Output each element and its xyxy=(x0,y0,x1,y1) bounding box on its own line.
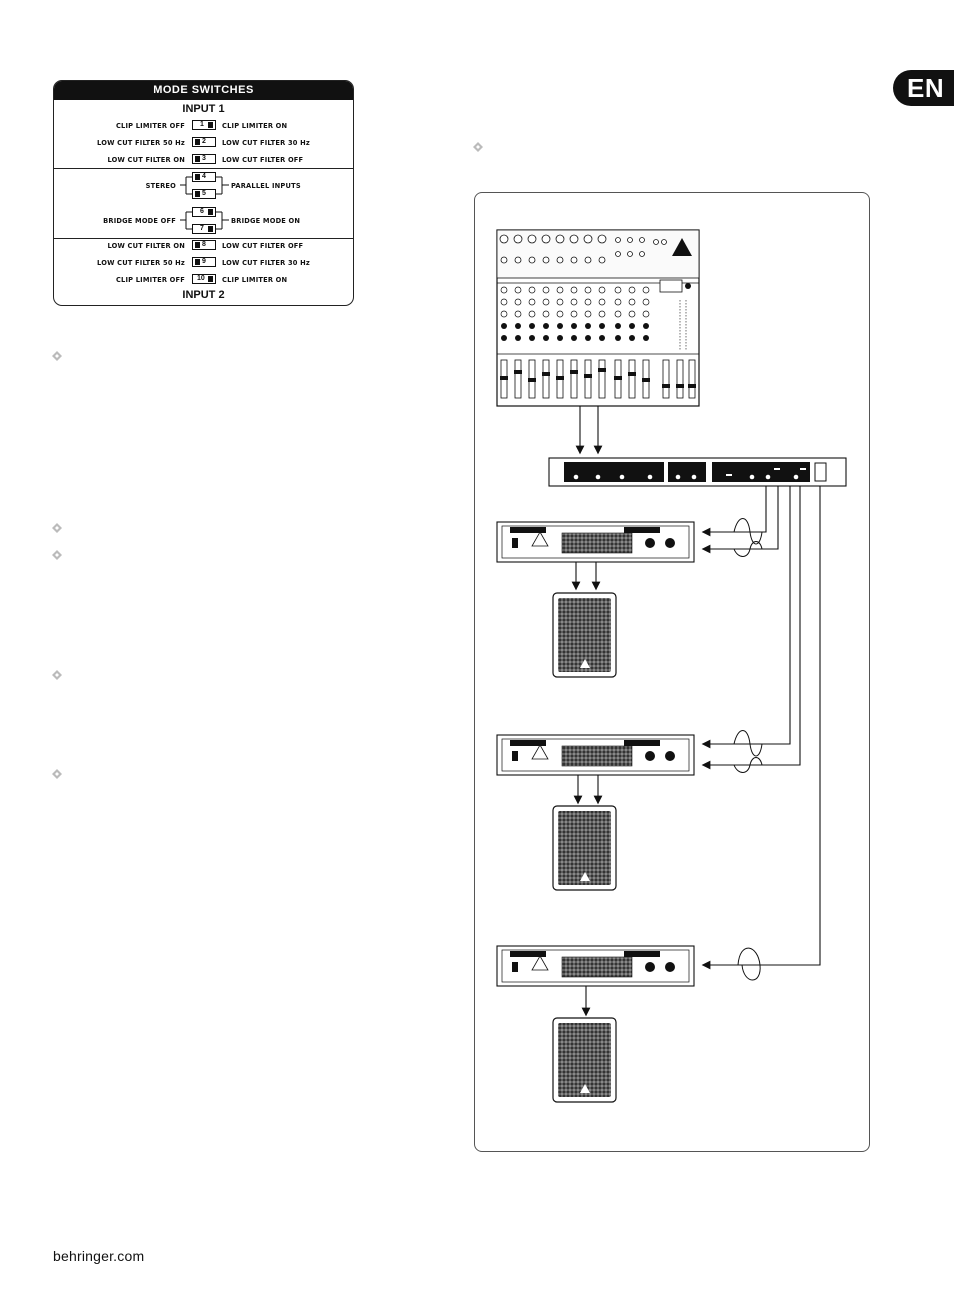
switch-number: 6 xyxy=(200,208,204,215)
switch8-right-label: LOW CUT FILTER OFF xyxy=(222,241,304,250)
input1-title: INPUT 1 xyxy=(182,103,225,115)
diamond-bullet-icon xyxy=(52,670,62,680)
stereo-label: STEREO xyxy=(145,181,176,190)
switch10-left-label: CLIP LIMITER OFF xyxy=(115,275,185,284)
diamond-bullet-icon xyxy=(52,769,62,779)
switch-number: 5 xyxy=(202,190,206,197)
input2-title: INPUT 2 xyxy=(182,289,225,301)
mode-switches-panel xyxy=(53,80,354,306)
diamond-bullet-icon xyxy=(52,351,62,361)
switch-number: 10 xyxy=(197,275,205,282)
parallel-inputs-label: PARALLEL INPUTS xyxy=(231,181,301,190)
switch-number: 3 xyxy=(202,155,206,162)
footer-url[interactable]: behringer.com xyxy=(53,1248,145,1264)
switch8-left-label: LOW CUT FILTER ON xyxy=(107,241,185,250)
switch-number: 9 xyxy=(202,258,206,265)
switch10-right-label: CLIP LIMITER ON xyxy=(222,275,288,284)
switch-number: 2 xyxy=(202,138,206,145)
system-diagram-frame xyxy=(474,192,870,1152)
switch3-left-label: LOW CUT FILTER ON xyxy=(107,155,185,164)
diamond-bullet-icon xyxy=(52,550,62,560)
switch-number: 1 xyxy=(200,121,204,128)
language-tab[interactable]: EN xyxy=(893,70,954,106)
switch-number: 7 xyxy=(200,225,204,232)
switch1-right-label: CLIP LIMITER ON xyxy=(222,121,288,130)
switch-number: 8 xyxy=(202,241,206,248)
switch-number: 4 xyxy=(202,173,206,180)
switch2-left-label: LOW CUT FILTER 50 Hz xyxy=(97,138,185,147)
bridge-on-label: BRIDGE MODE ON xyxy=(231,216,301,225)
switch2-right-label: LOW CUT FILTER 30 Hz xyxy=(222,138,310,147)
diamond-bullet-icon xyxy=(473,142,483,152)
switch9-right-label: LOW CUT FILTER 30 Hz xyxy=(222,258,310,267)
switch3-right-label: LOW CUT FILTER OFF xyxy=(222,155,304,164)
switch1-left-label: CLIP LIMITER OFF xyxy=(115,121,185,130)
switch-brackets xyxy=(54,81,353,305)
bridge-off-label: BRIDGE MODE OFF xyxy=(103,216,176,225)
mode-switches-title: MODE SWITCHES xyxy=(54,81,353,100)
diamond-bullet-icon xyxy=(52,523,62,533)
switch9-left-label: LOW CUT FILTER 50 Hz xyxy=(97,258,185,267)
